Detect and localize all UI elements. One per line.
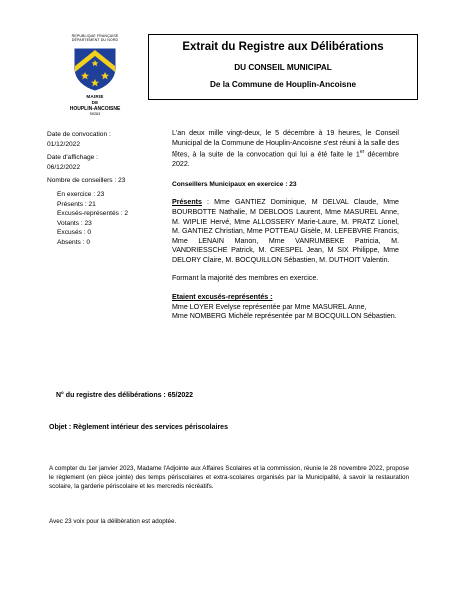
deliberation-main [172, 129, 399, 322]
excuses-line-1: Mme LOYER Evelyse représentée par Mme MASUREL Anne, [172, 302, 367, 311]
count-excuses: Excusés : 0 [57, 229, 92, 237]
convocation-date: 01/12/2022 [47, 140, 81, 148]
excuses-label: Etaient excusés-représentés : [172, 293, 273, 302]
logo-postal-code: 59263 [89, 111, 101, 116]
logo-de: DE [91, 99, 99, 105]
conseillers-count: Nombre de conseillers : 23 [47, 177, 126, 185]
commune-line: De la Commune de Houplin-Ancoisne [209, 80, 357, 89]
logo-commune-name: HOUPLIN-ANCOISNE [69, 105, 121, 112]
logo-mairie: MAIRIE [86, 93, 104, 99]
conseillers-en-exercice: Conseillers Municipaux en exercice : 23 [172, 180, 297, 188]
count-presents: Présents : 21 [57, 200, 96, 208]
count-votants: Votants : 23 [57, 219, 92, 227]
document-subtitle: DU CONSEIL MUNICIPAL [234, 63, 332, 72]
logo-republic-line2: DÉPARTEMENT DU NORD [71, 38, 119, 43]
meeting-info-sidebar [47, 130, 167, 248]
convocation-label: Date de convocation : [47, 131, 111, 138]
deliberation-body: A compter du 1er janvier 2023, Madame l'Adjointe aux Affaires Scolaires et la commission, réunie le 28 novembre 2022, propose le règlement (en pièce jointe) des temps périscolaires et extra-scolaires organisés par la Municipalité, à savoir la restauration scolaire, la garderie périscolaire et les mercredis récréatifs. [49, 465, 409, 490]
document-title: Extrait du Registre aux Délibérations [182, 41, 384, 53]
affichage-date: 06/12/2022 [47, 163, 81, 171]
registre-number: N° du registre des délibérations : 65/2022 [56, 392, 194, 399]
presents-paragraph: Présents : Mme GANTIEZ Dominique, M DELVAL Claude, Mme BOURBOTTE Nathalie, M DEBLOOS Laurent, Mme MASUREL Anne, M. WIPLIE Hervé, Mme ALLOSSERY Marie-Laure, M. PRATZ Lionel, M. GANTIEZ Christian, Mme POTTEAU Gisèle, M. LEFEBVRE Francis, Mme LENAIN Manon, Mme VANRUMBEKE Patricia, M. VANDRIESSCHE Patrick, M. CRESPEL Jean, M SIX Philippe, Mme DELORY Claire, M. BOCQUILLON Sébastien, M. DUTHOIT Valentin. [172, 198, 399, 264]
deliberation-object: Objet : Règlement intérieur des services périscolaires [49, 424, 228, 431]
vote-result: Avec 23 voix pour la délibération est adoptée. [49, 518, 177, 525]
count-en-exercice: En exercice : 23 [57, 190, 105, 198]
logo-republic-line1: REPUBLIQUE FRANÇAISE [71, 34, 119, 38]
count-excuses-representes: Excusés-représentés : 2 [57, 210, 129, 218]
intro-paragraph: L'an deux mille vingt-deux, le 5 décembre à 19 heures, le Conseil Municipal de la Commune de Houplin-Ancoisne s'est réuni à la salle des fêtes, à la suite de la convocation qui lui a été faite le 1er décembre 2022. [172, 129, 400, 169]
count-absents: Absents : 0 [57, 238, 90, 246]
majorite-text: Formant la majorité des membres en exercice. [172, 274, 319, 283]
coat-of-arms-icon [71, 46, 119, 92]
title-box [148, 34, 418, 100]
excuses-line-2: Mme NOMBERG Michèle représentée par M BOCQUILLON Sébastien. [172, 312, 397, 321]
presents-label: Présents [172, 198, 202, 207]
affichage-label: Date d'affichage : [47, 154, 98, 162]
commune-logo [58, 34, 132, 117]
